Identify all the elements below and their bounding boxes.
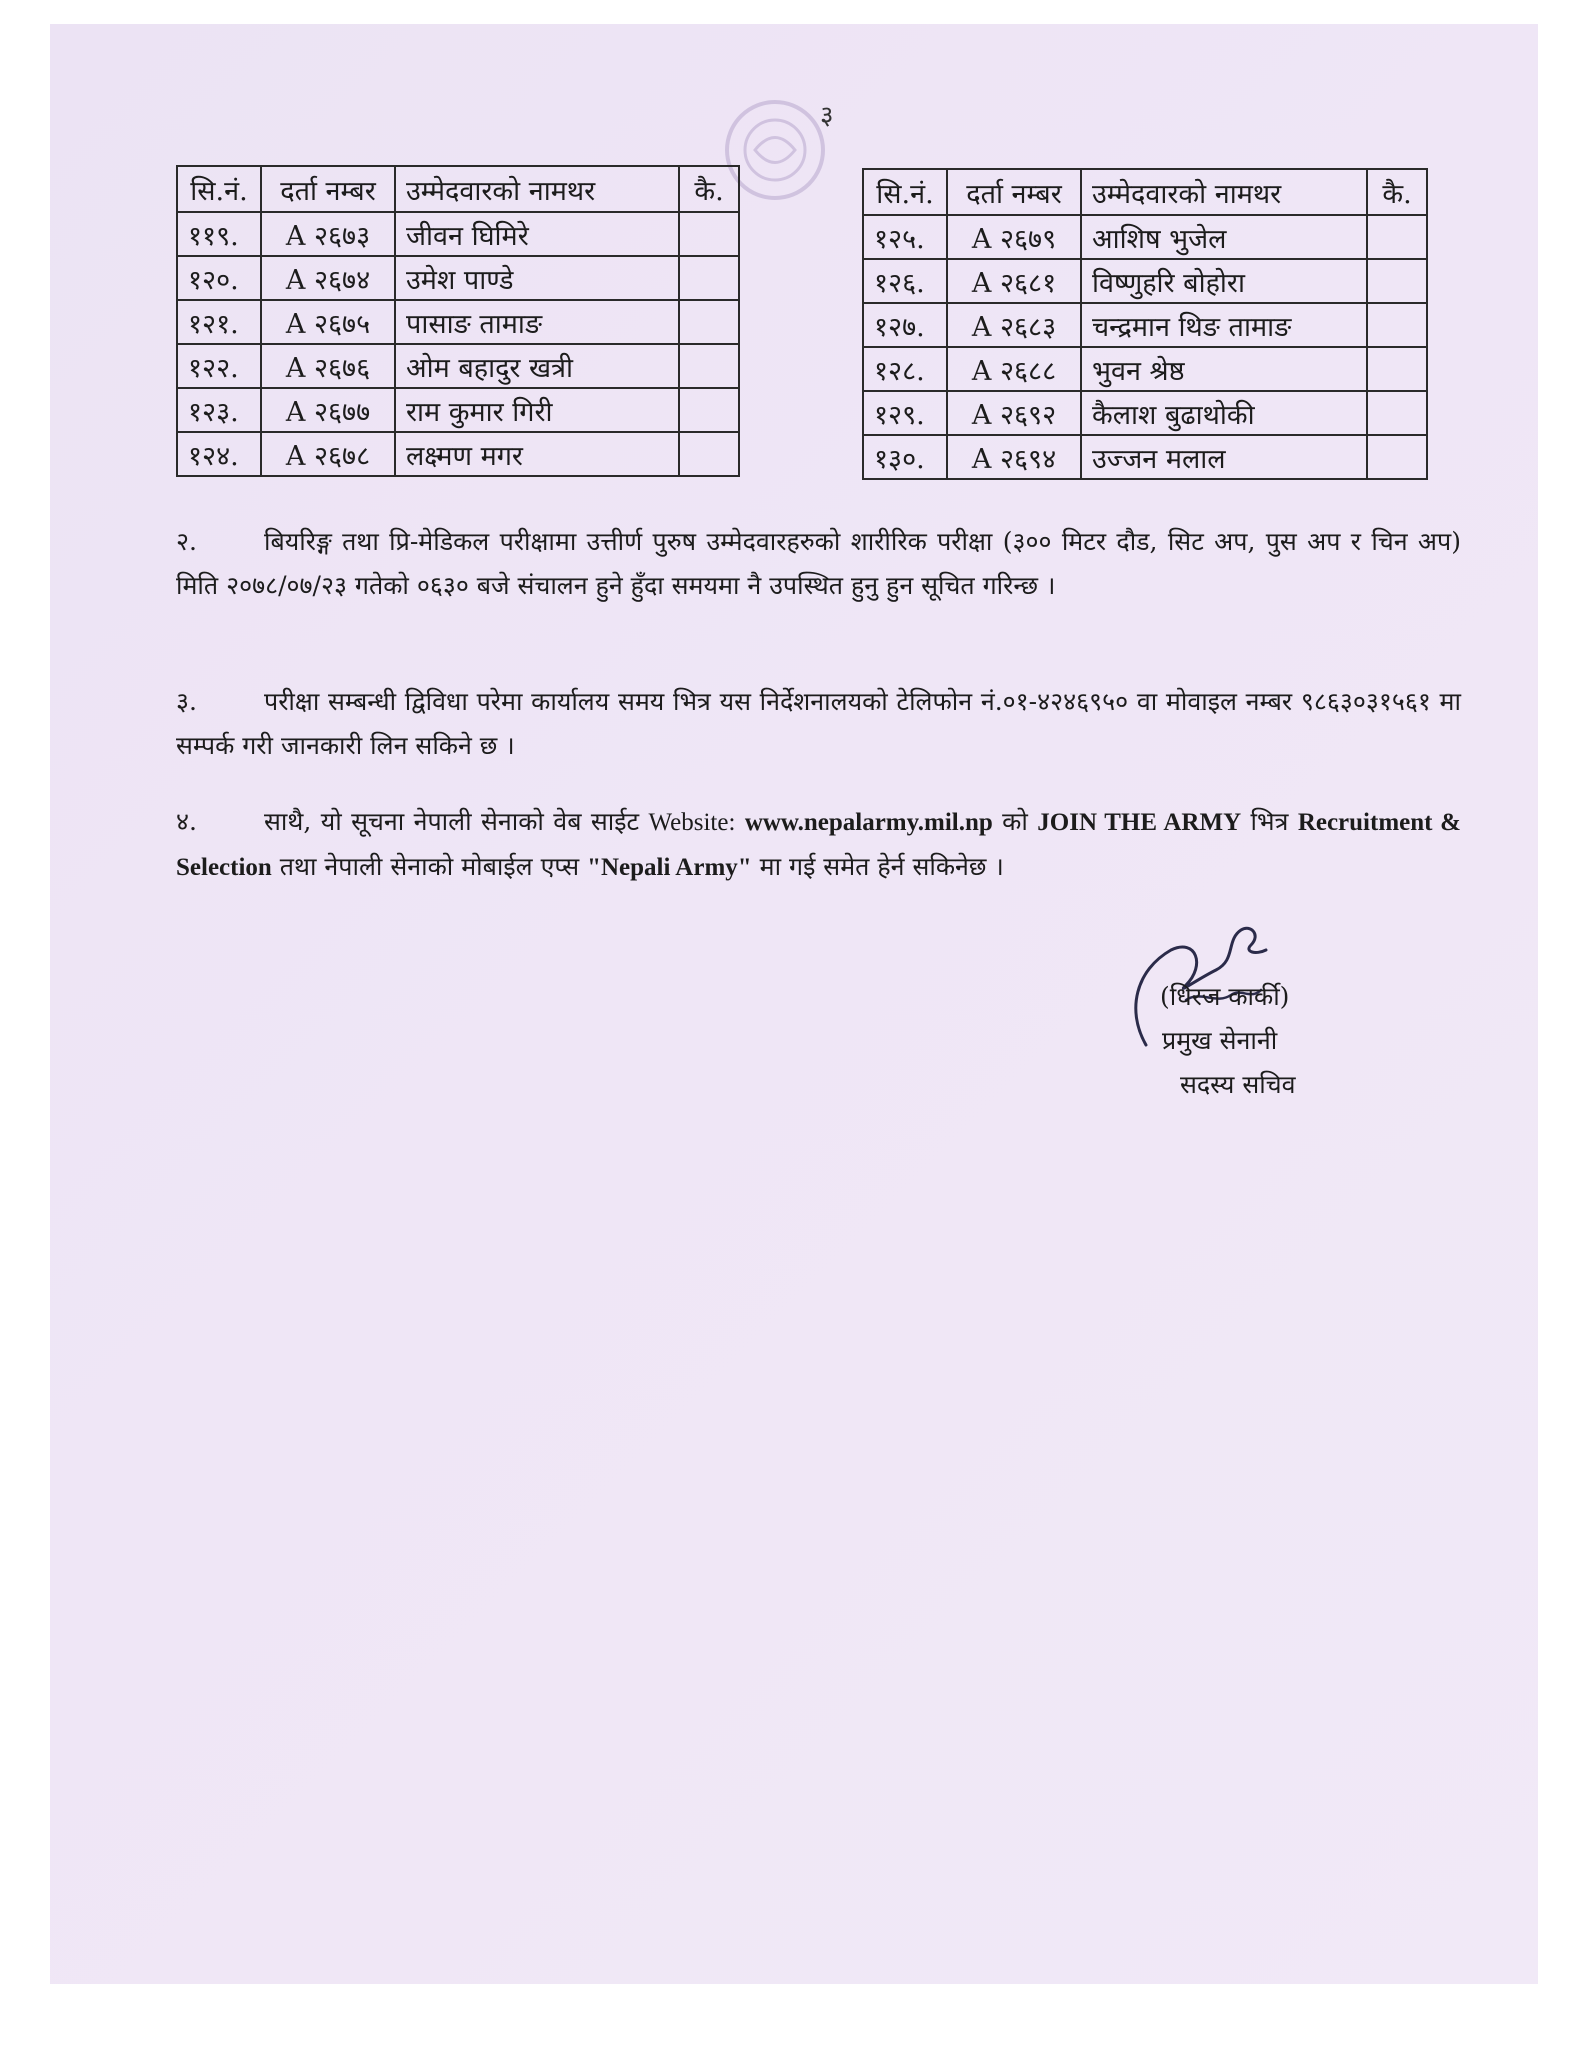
registration-cell: A २६७४ <box>261 256 395 300</box>
paragraph-number: ४. <box>176 807 197 836</box>
table-header-row <box>177 166 739 212</box>
name-cell: लक्ष्मण मगर <box>395 432 679 476</box>
paragraph-text-part: तथा नेपाली सेनाको मोबाईल एप्स <box>279 852 580 881</box>
app-name-label: "Nepali Army" <box>587 854 752 881</box>
recruitment-label: Recruitment & Selection <box>176 809 1462 881</box>
page-number: ३ <box>820 101 834 131</box>
remarks-cell <box>679 212 739 256</box>
join-army-label: JOIN THE ARMY <box>1037 809 1242 836</box>
registration-cell: A २६८१ <box>947 259 1081 303</box>
signatory-name: (धिरज कार्की) <box>1160 982 1290 1011</box>
paragraph-text-part: साथै, यो सूचना नेपाली सेनाको वेब साईट <box>264 807 640 836</box>
name-cell: उज्जन मलाल <box>1081 435 1367 479</box>
registration-cell: A २६९४ <box>947 435 1081 479</box>
name-cell: विष्णुहरि बोहोरा <box>1081 259 1367 303</box>
name-cell: उमेश पाण्डे <box>395 256 679 300</box>
header-remarks: कै. <box>1367 169 1427 215</box>
name-cell: कैलाश बुढाथोकी <box>1081 391 1367 435</box>
header-registration: दर्ता नम्बर <box>947 169 1081 215</box>
name-cell: चन्द्रमान थिङ तामाङ <box>1081 303 1367 347</box>
paragraph-website-info <box>176 800 1461 890</box>
serial-cell: ११९. <box>177 212 261 256</box>
serial-cell: १२७. <box>863 303 947 347</box>
header-registration: दर्ता नम्बर <box>261 166 395 212</box>
serial-cell: १२५. <box>863 215 947 259</box>
header-name: उम्मेदवारको नामथर <box>1081 169 1367 215</box>
table-row <box>177 256 739 300</box>
serial-cell: १२२. <box>177 344 261 388</box>
table-row <box>863 391 1427 435</box>
table-row <box>863 215 1427 259</box>
signatory-title: सदस्य सचिव <box>1180 1070 1296 1099</box>
table-row <box>863 435 1427 479</box>
registration-cell: A २६७३ <box>261 212 395 256</box>
remarks-cell <box>1367 215 1427 259</box>
remarks-cell <box>1367 303 1427 347</box>
candidates-table-right <box>862 168 1428 480</box>
paragraph-text-part: को <box>1002 807 1028 836</box>
registration-cell: A २६८३ <box>947 303 1081 347</box>
table-row <box>177 432 739 476</box>
header-name: उम्मेदवारको नामथर <box>395 166 679 212</box>
remarks-cell <box>1367 347 1427 391</box>
paragraph-text-part: मा गई समेत हेर्न सकिनेछ । <box>759 852 1004 881</box>
serial-cell: १२४. <box>177 432 261 476</box>
remarks-cell <box>679 300 739 344</box>
signatory-rank: प्रमुख सेनानी <box>1162 1026 1278 1055</box>
table-row <box>177 388 739 432</box>
remarks-cell <box>1367 435 1427 479</box>
serial-cell: १२१. <box>177 300 261 344</box>
name-cell: भुवन श्रेष्ठ <box>1081 347 1367 391</box>
table-row <box>177 212 739 256</box>
paragraph-contact-info <box>176 680 1461 768</box>
candidates-table-left <box>176 165 740 477</box>
registration-cell: A २६७६ <box>261 344 395 388</box>
table-row <box>863 303 1427 347</box>
paragraph-number: २. <box>176 527 197 556</box>
registration-cell: A २६८८ <box>947 347 1081 391</box>
table-row <box>863 259 1427 303</box>
paragraph-text: परीक्षा सम्बन्धी द्विविधा परेमा कार्यालय समय भित्र यस निर्देशनालयको टेलिफोन नं.०१-४२४६९५० वा मोवाइल नम्बर ९८६३०३१५६१ मा सम्पर्क गरी जानकारी लिन सकिने छ । <box>176 687 1461 760</box>
table-row <box>177 300 739 344</box>
registration-cell: A २६७८ <box>261 432 395 476</box>
name-cell: आशिष भुजेल <box>1081 215 1367 259</box>
paragraph-text-part: भित्र <box>1250 807 1289 836</box>
website-label: Website: <box>648 809 736 836</box>
remarks-cell <box>1367 391 1427 435</box>
remarks-cell <box>679 256 739 300</box>
remarks-cell <box>679 432 739 476</box>
signatory-block <box>1160 975 1296 1107</box>
name-cell: पासाङ तामाङ <box>395 300 679 344</box>
name-cell: राम कुमार गिरी <box>395 388 679 432</box>
header-remarks: कै. <box>679 166 739 212</box>
paragraph-number: ३. <box>176 687 197 716</box>
header-serial: सि.नं. <box>177 166 261 212</box>
registration-cell: A २६९२ <box>947 391 1081 435</box>
header-serial: सि.नं. <box>863 169 947 215</box>
serial-cell: १२०. <box>177 256 261 300</box>
table-row <box>863 347 1427 391</box>
name-cell: जीवन घिमिरे <box>395 212 679 256</box>
table-row <box>177 344 739 388</box>
name-cell: ओम बहादुर खत्री <box>395 344 679 388</box>
paragraph-physical-test <box>176 520 1461 608</box>
remarks-cell <box>679 344 739 388</box>
serial-cell: १२६. <box>863 259 947 303</box>
remarks-cell <box>1367 259 1427 303</box>
serial-cell: १३०. <box>863 435 947 479</box>
serial-cell: १२३. <box>177 388 261 432</box>
serial-cell: १२९. <box>863 391 947 435</box>
website-link[interactable]: www.nepalarmy.mil.np <box>744 809 993 836</box>
remarks-cell <box>679 388 739 432</box>
registration-cell: A २६७९ <box>947 215 1081 259</box>
paragraph-text: बियरिङ्ग तथा प्रि-मेडिकल परीक्षामा उत्तीर्ण पुरुष उम्मेदवारहरुको शारीरिक परीक्षा (३०० मिटर दौड, सिट अप, पुस अप र चिन अप) मिति २०७८/०७/२३ गतेको ०६३० बजे संचालन हुने हुँदा समयमा नै उपस्थित हुनु हुन सूचित गरिन्छ । <box>176 527 1461 600</box>
table-header-row <box>863 169 1427 215</box>
registration-cell: A २६७७ <box>261 388 395 432</box>
serial-cell: १२८. <box>863 347 947 391</box>
registration-cell: A २६७५ <box>261 300 395 344</box>
